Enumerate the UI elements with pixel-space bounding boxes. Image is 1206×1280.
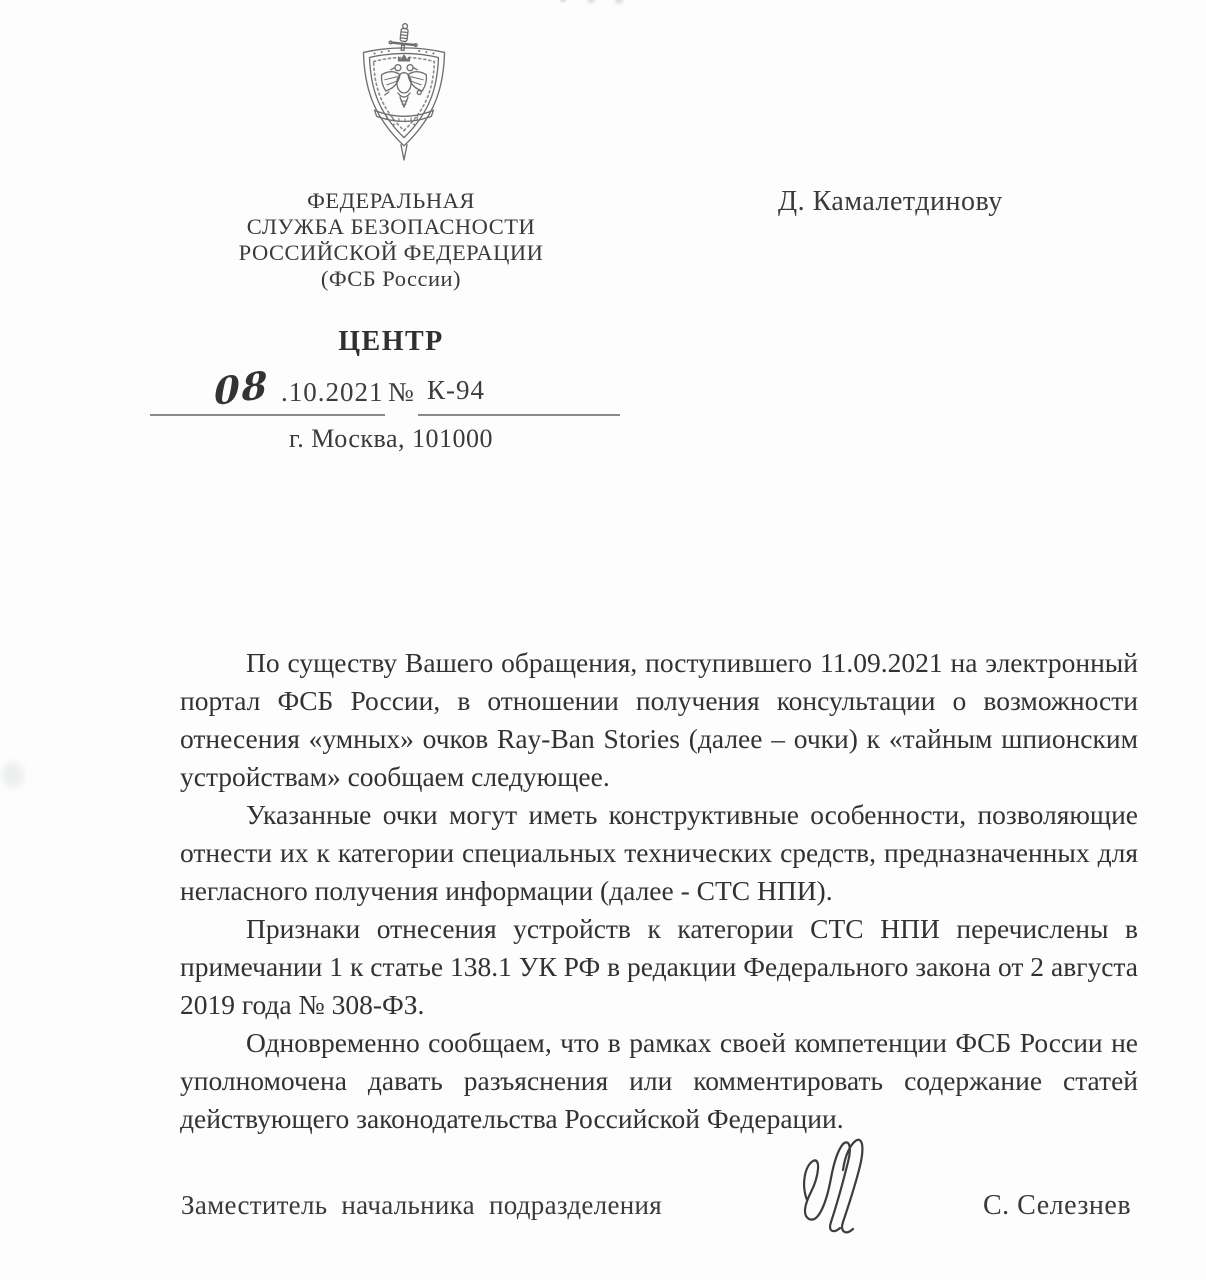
letter-body [180, 644, 1138, 1138]
org-line-1: ФЕДЕРАЛЬНАЯ [307, 188, 475, 213]
paragraph-4: Одновременно сообщаем, что в рамках своей компетенции ФСБ России не уполномочена давать разъяснения или комментировать содержание статей действующего законодательства Российской Федерации. [180, 1027, 1138, 1134]
paragraph-3: Признаки отнесения устройств к категории СТС НПИ перечислены в примечании 1 к статье 138.1 УК РФ в редакции Федерального закона от 2 августа 2019 года № 308-ФЗ. [180, 913, 1138, 1020]
paragraph-1: По существу Вашего обращения, поступившего 11.09.2021 на электронный портал ФСБ России, в отношении получения консультации о возможности отнесения «умных» очков Ray-Ban Stories (далее – очки) к «тайным шпионским устройствам» сообщаем следующее. [180, 647, 1138, 792]
org-line-4: (ФСБ России) [320, 266, 462, 291]
fsb-shield-sword-emblem-icon [352, 22, 456, 164]
signer-name: С. Селезнев [983, 1190, 1132, 1221]
number-underline [418, 414, 620, 416]
letterhead-org-name [163, 188, 619, 292]
date-underline [150, 414, 385, 416]
scan-artifact-dots [560, 0, 566, 2]
unit-name: ЦЕНТР [338, 326, 444, 357]
addressee-name: Д. Камалетдинову [778, 186, 1003, 217]
city-line: г. Москва, 101000 [289, 424, 493, 453]
number-sign: № [388, 377, 414, 407]
handwritten-day: 08 [214, 361, 270, 415]
signer-title: Заместитель начальника подразделения [181, 1190, 662, 1220]
date-rest: .10.2021 [281, 377, 384, 407]
paragraph-2: Указанные очки могут иметь конструктивные особенности, позволяющие отнести их к категории специальных технических средств, предназначенных для негласного получения информации (далее - СТС НПИ). [180, 799, 1138, 906]
document-number: К-94 [427, 375, 485, 405]
org-line-2: СЛУЖБА БЕЗОПАСНОСТИ [246, 214, 536, 239]
scan-artifact-smudge [2, 762, 24, 788]
org-line-3: РОССИЙСКОЙ ФЕДЕРАЦИИ [238, 240, 544, 265]
handwritten-signature-icon [796, 1138, 888, 1238]
